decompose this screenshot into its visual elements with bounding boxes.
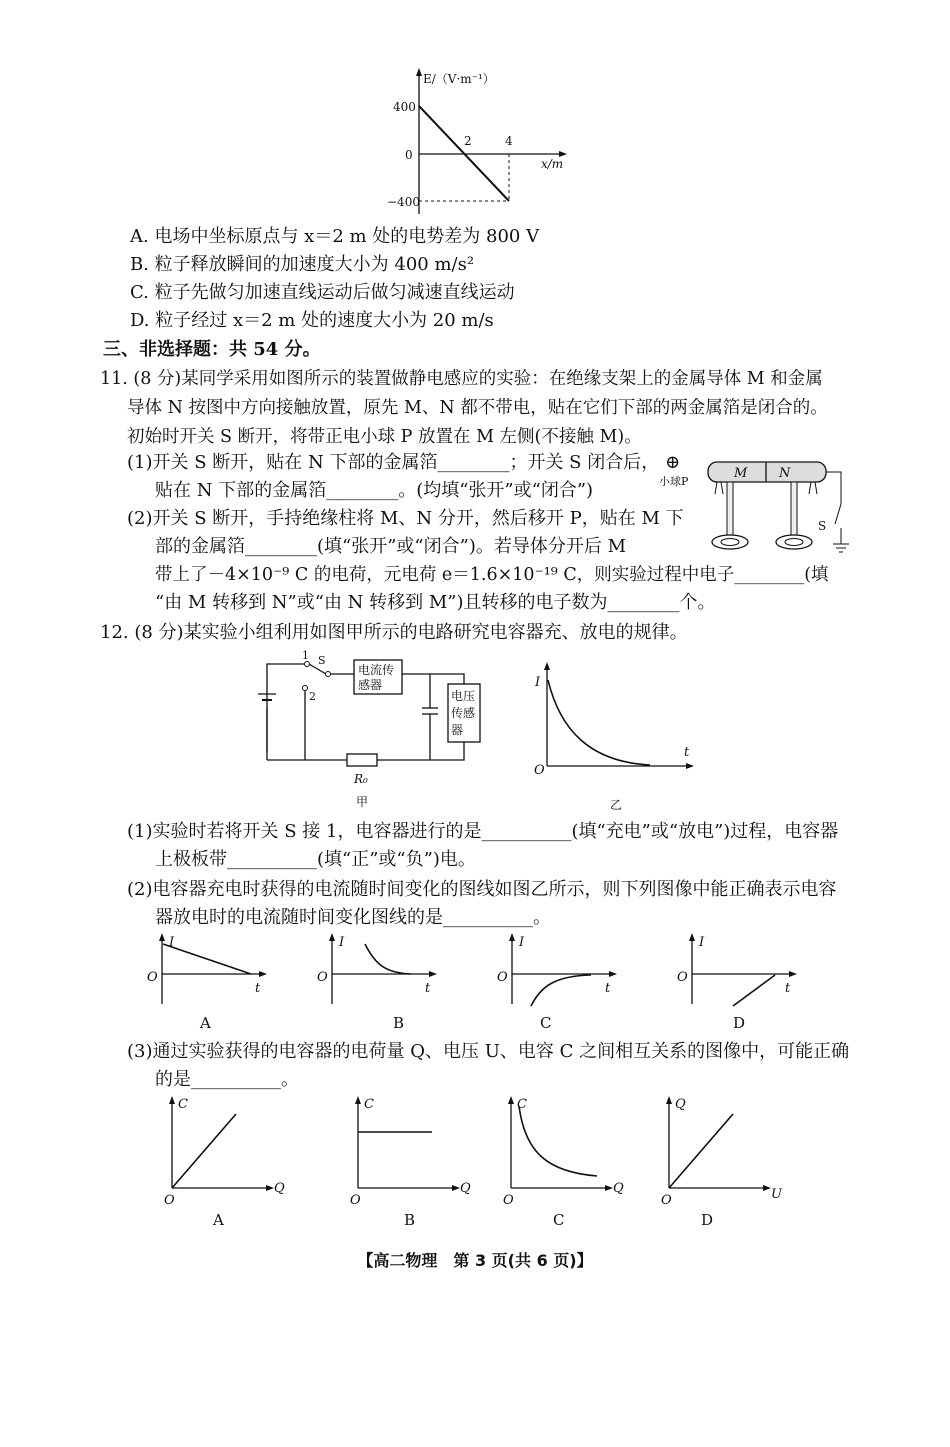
q12-line1: 12. (8 分)某实验小组利用如图甲所示的电路研究电容器充、放电的规律。 — [100, 622, 688, 643]
it-d-x: t — [785, 981, 791, 996]
current-sensor-label-2: 感器 — [358, 678, 383, 692]
q12-part1-a: (1)实验时若将开关 S 接 1，电容器进行的是__________(填“充电”或“放电”)过程，电容器 — [127, 821, 839, 842]
it-b-label: B — [393, 1014, 405, 1032]
qc-c-label: C — [553, 1211, 565, 1229]
q11-part1-a: (1)开关 S 断开，贴在 N 下部的金属箔________；开关 S 闭合后， — [127, 452, 660, 473]
it-a-o: O — [147, 970, 158, 985]
curve-x-label: t — [684, 745, 690, 760]
it-d-label: D — [733, 1014, 746, 1032]
qc-graph-c — [497, 1092, 637, 1232]
conductor-n: N — [779, 466, 791, 481]
it-graph-b — [315, 930, 450, 1035]
q10-option-d: D. 粒子经过 x＝2 m 处的速度大小为 20 m/s — [130, 310, 494, 331]
curve-y-label: I — [535, 675, 541, 690]
e-axis-label: E/（V·m⁻¹） — [423, 72, 495, 86]
qc-graph-d — [655, 1092, 795, 1232]
qc-b-y: C — [364, 1097, 374, 1112]
qc-d-label: D — [701, 1211, 714, 1229]
qc-a-label: A — [213, 1211, 224, 1229]
switch-s: S — [318, 654, 326, 667]
tick-2: 2 — [464, 134, 472, 148]
qc-graph-a — [158, 1092, 298, 1232]
q12-part3-a: (3)通过实验获得的电容器的电荷量 Q、电压 U、电容 C 之间相互关系的图像中，可能正确 — [127, 1041, 850, 1062]
section-heading: 三、非选择题：共 54 分。 — [103, 339, 321, 360]
q11-line2: 导体 N 按图中方向接触放置，原先 M、N 都不带电，贴在它们下部的两金属箔是闭合的。 — [127, 398, 828, 418]
voltage-sensor-label-2: 传感 — [451, 706, 476, 720]
it-d-y: I — [699, 935, 705, 950]
it-c-x: t — [605, 981, 611, 996]
qc-d-o: O — [661, 1193, 672, 1208]
qc-c-x: Q — [613, 1181, 624, 1196]
it-a-x: t — [255, 981, 261, 996]
it-c-y: I — [519, 935, 525, 950]
q11-part2-b: 部的金属箔________(填“张开”或“闭合”)。若导体分开后 M — [155, 536, 627, 557]
it-graph-d — [675, 930, 810, 1035]
it-a-y: I — [169, 935, 175, 950]
q12-part2-b: 器放电时的电流随时间变化图线的是__________。 — [155, 907, 551, 928]
q11-part2-d: “由 M 转移到 N”或“由 N 转移到 M”)且转移的电子数为________个。 — [155, 592, 716, 613]
qc-graph-b — [344, 1092, 484, 1232]
q10-option-c: C. 粒子先做匀加速直线运动后做匀减速直线运动 — [130, 282, 515, 303]
qc-b-o: O — [350, 1193, 361, 1208]
tick-neg400: −400 — [387, 195, 420, 209]
it-graph-a — [145, 930, 280, 1035]
qc-c-y: C — [517, 1097, 527, 1112]
q11-part1-b: 贴在 N 下部的金属箔________。(均填“张开”或“闭合”) — [155, 480, 594, 501]
qc-d-x: U — [771, 1187, 782, 1202]
switch-s-label: S — [818, 519, 827, 533]
ball-label: 小球P — [659, 475, 689, 488]
it-d-o: O — [677, 970, 688, 985]
qc-d-y: Q — [675, 1097, 686, 1112]
q11-line1: 11. (8 分)某同学采用如图所示的装置做静电感应的实验：在绝缘支架上的金属导体 M 和金属 — [100, 369, 823, 389]
qc-a-y: C — [178, 1097, 188, 1112]
electroscope-apparatus — [655, 448, 855, 566]
e-x-graph — [385, 66, 585, 216]
q10-option-b: B. 粒子释放瞬间的加速度大小为 400 m/s² — [130, 254, 475, 275]
it-a-label: A — [200, 1014, 211, 1032]
tick-400: 400 — [393, 100, 416, 114]
current-sensor-label-1: 电流传 — [358, 663, 395, 677]
qc-c-o: O — [503, 1193, 514, 1208]
voltage-sensor-label-1: 电压 — [451, 689, 476, 703]
it-c-o: O — [497, 970, 508, 985]
q12-part3-b: 的是__________。 — [155, 1069, 299, 1090]
q11-part2-a: (2)开关 S 断开，手持绝缘柱将 M、N 分开，然后移开 P，贴在 M 下 — [127, 508, 684, 529]
q10-option-a: A. 电场中坐标原点与 x＝2 m 处的电势差为 800 V — [130, 226, 540, 247]
it-c-label: C — [540, 1014, 552, 1032]
switch-node-2: 2 — [309, 690, 316, 703]
x-axis-label: x/m — [541, 157, 564, 171]
conductor-m: M — [734, 466, 748, 481]
qc-b-x: Q — [460, 1181, 471, 1196]
plus-ball-icon: ⊕ — [665, 452, 681, 473]
circuit-caption: 甲 — [356, 795, 369, 809]
it-b-x: t — [425, 981, 431, 996]
tick-0: 0 — [405, 148, 413, 162]
curve-caption: 乙 — [610, 798, 623, 812]
q12-part2-a: (2)电容器充电时获得的电流随时间变化的图线如图乙所示，则下列图像中能正确表示电容 — [127, 879, 837, 900]
q12-part1-b: 上极板带__________(填“正”或“负”)电。 — [155, 849, 476, 870]
switch-node-1: 1 — [302, 649, 309, 662]
it-b-y: I — [339, 935, 345, 950]
q11-part2-c: 带上了－4×10⁻⁹ C 的电荷，元电荷 e＝1.6×10⁻¹⁹ C，则实验过程中电子________(填 — [155, 565, 829, 585]
page-footer: 【高二物理 第 3 页(共 6 页)】 — [357, 1251, 593, 1270]
qc-a-o: O — [164, 1193, 175, 1208]
q11-line3: 初始时开关 S 断开，将带正电小球 P 放置在 M 左侧(不接触 M)。 — [127, 427, 642, 447]
it-graph-c — [495, 930, 630, 1035]
it-b-o: O — [317, 970, 328, 985]
charging-curve — [530, 660, 705, 814]
resistor-label: R₀ — [354, 772, 368, 786]
circuit-diagram — [250, 648, 490, 810]
voltage-sensor-label-3: 器 — [451, 723, 464, 737]
tick-4: 4 — [505, 134, 513, 148]
curve-origin: O — [534, 763, 545, 778]
qc-a-x: Q — [274, 1181, 285, 1196]
qc-b-label: B — [404, 1211, 416, 1229]
